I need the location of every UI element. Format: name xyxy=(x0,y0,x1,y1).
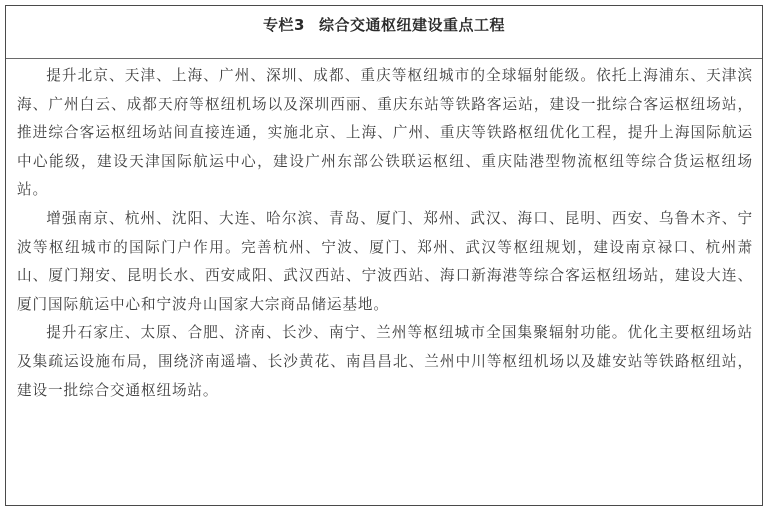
paragraph-2: 增强南京、杭州、沈阳、大连、哈尔滨、青岛、厦门、郑州、武汉、海口、昆明、西安、乌鲁木齐、宁波等枢纽城市的国际门户作用。完善杭州、宁波、厦门、郑州、武汉等枢纽规划，建设南京禄口、杭州萧山、厦门翔安、昆明长水、西安咸阳、武汉西站、宁波西站、海口新海港等综合客运枢纽场站，建设大连、厦门国际航运中心和宁波舟山国家大宗商品储运基地。 xyxy=(17,209,753,313)
paragraph-3: 提升石家庄、太原、合肥、济南、长沙、南宁、兰州等枢纽城市全国集聚辐射功能。优化主要枢纽场站及集疏运设施布局，围绕济南遥墙、长沙黄花、南昌昌北、兰州中川等枢纽机场以及雄安站等铁路枢纽站，建设一批综合交通枢纽场站。 xyxy=(17,324,753,399)
box-title xyxy=(6,14,762,35)
feature-box xyxy=(5,5,763,506)
box-body xyxy=(17,62,753,405)
box-title-prefix: 专栏3 xyxy=(263,16,305,34)
title-row xyxy=(6,6,762,59)
box-title-text: 综合交通枢纽建设重点工程 xyxy=(318,16,505,34)
paragraph-1: 提升北京、天津、上海、广州、深圳、成都、重庆等枢纽城市的全球辐射能级。依托上海浦东、天津滨海、广州白云、成都天府等枢纽机场以及深圳西丽、重庆东站等铁路客运站，建设一批综合客运枢纽场站，推进综合客运枢纽场站间直接连通，实施北京、上海、广州、重庆等铁路枢纽优化工程，提升上海国际航运中心能级，建设天津国际航运中心，建设广州东部公铁联运枢纽、重庆陆港型物流枢纽等综合货运枢纽场站。 xyxy=(17,67,753,199)
